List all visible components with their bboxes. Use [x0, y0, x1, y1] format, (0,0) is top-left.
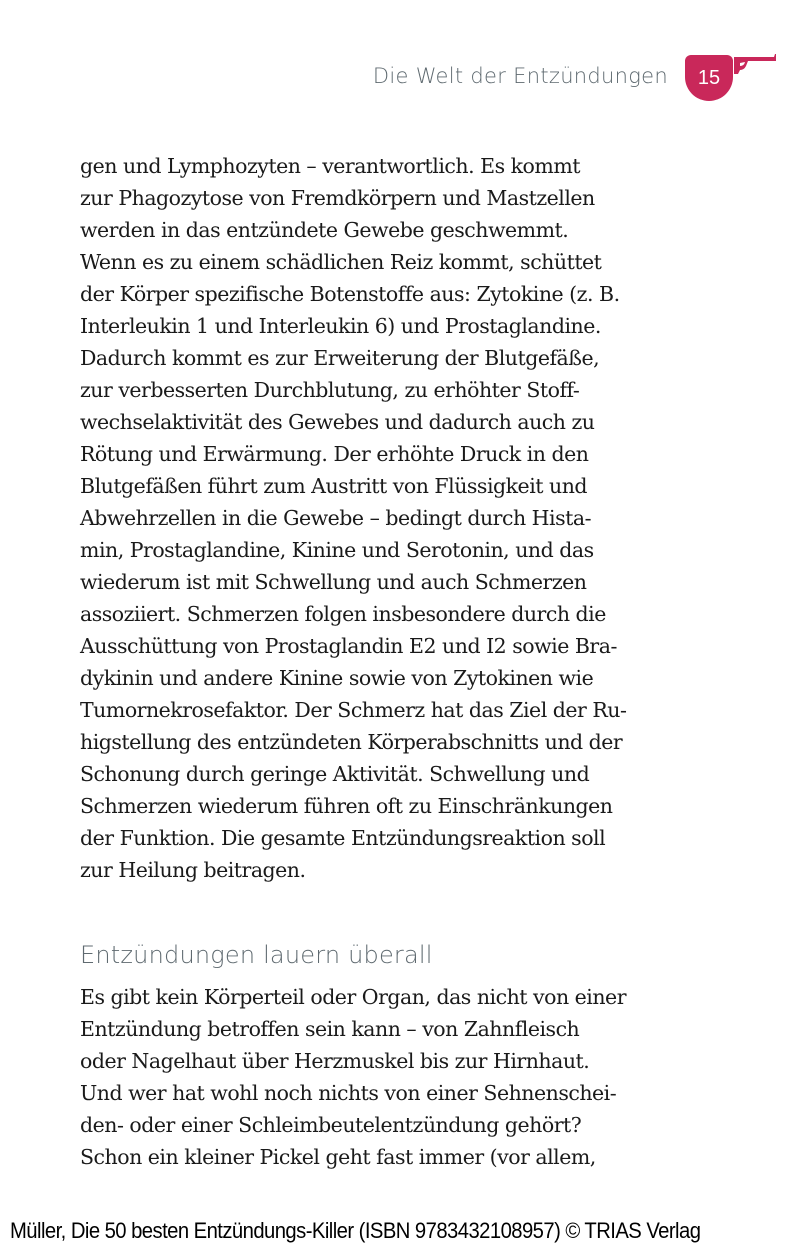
section-heading: Entzündungen lauern überall	[80, 941, 433, 969]
page-number-badge: 15	[685, 55, 733, 101]
body-paragraph-2	[80, 981, 626, 1173]
text-line: den- oder einer Schleimbeutelentzündung gehört?	[80, 1113, 582, 1137]
text-line: Und wer hat wohl noch nichts von einer Sehnenschei-	[80, 1081, 617, 1105]
text-line: Rötung und Erwärmung. Der erhöhte Druck in den	[80, 442, 589, 466]
text-line: Blutgefäßen führt zum Austritt von Flüssigkeit und	[80, 474, 588, 498]
text-line: Schonung durch geringe Aktivität. Schwellung und	[80, 762, 590, 786]
text-line: der Funktion. Die gesamte Entzündungsreaktion soll	[80, 826, 606, 850]
text-line: gen und Lymphozyten – verantwortlich. Es kommt	[80, 154, 581, 178]
text-line: Entzündung betroffen sein kann – von Zahnfleisch	[80, 1017, 580, 1041]
text-line: Schmerzen wiederum führen oft zu Einschränkungen	[80, 794, 613, 818]
text-line: Schon ein kleiner Pickel geht fast immer (vor allem,	[80, 1145, 596, 1169]
text-line: der Körper spezifische Botenstoffe aus: Zytokine (z. B.	[80, 282, 620, 306]
text-line: Interleukin 1 und Interleukin 6) und Prostaglandine.	[80, 314, 601, 338]
text-line: oder Nagelhaut über Herzmuskel bis zur Hirnhaut.	[80, 1049, 590, 1073]
text-line: werden in das entzündete Gewebe geschwemmt.	[80, 218, 569, 242]
text-line: Tumornekrosefaktor. Der Schmerz hat das Ziel der Ru-	[80, 698, 627, 722]
text-line: Dadurch kommt es zur Erweiterung der Blutgefäße,	[80, 346, 600, 370]
text-line: min, Prostaglandine, Kinine und Serotonin, und das	[80, 538, 594, 562]
text-line: Es gibt kein Körperteil oder Organ, das nicht von einer	[80, 985, 626, 1009]
text-line: higstellung des entzündeten Körperabschnitts und der	[80, 730, 623, 754]
running-title: Die Welt der Entzündungen	[372, 64, 668, 88]
text-line: zur verbesserten Durchblutung, zu erhöhter Stoff-	[80, 378, 580, 402]
text-line: zur Heilung beitragen.	[80, 858, 306, 882]
pistol-icon	[734, 54, 776, 78]
text-line: wiederum ist mit Schwellung und auch Schmerzen	[80, 570, 587, 594]
text-line: dykinin und andere Kinine sowie von Zytokinen wie	[80, 666, 594, 690]
text-line: Wenn es zu einem schädlichen Reiz kommt, schüttet	[80, 250, 602, 274]
text-line: Ausschüttung von Prostaglandin E2 und I2 sowie Bra-	[80, 634, 617, 658]
footer-citation: Müller, Die 50 besten Entzündungs-Killer (ISBN 9783432108957) © TRIAS Verlag	[10, 1218, 701, 1243]
text-line: assoziiert. Schmerzen folgen insbesondere durch die	[80, 602, 606, 626]
body-paragraph-1	[80, 150, 626, 886]
text-line: wechselaktivität des Gewebes und dadurch auch zu	[80, 410, 595, 434]
text-line: Abwehrzellen in die Gewebe – bedingt durch Hista-	[80, 506, 592, 530]
text-line: zur Phagozytose von Fremdkörpern und Mastzellen	[80, 186, 595, 210]
